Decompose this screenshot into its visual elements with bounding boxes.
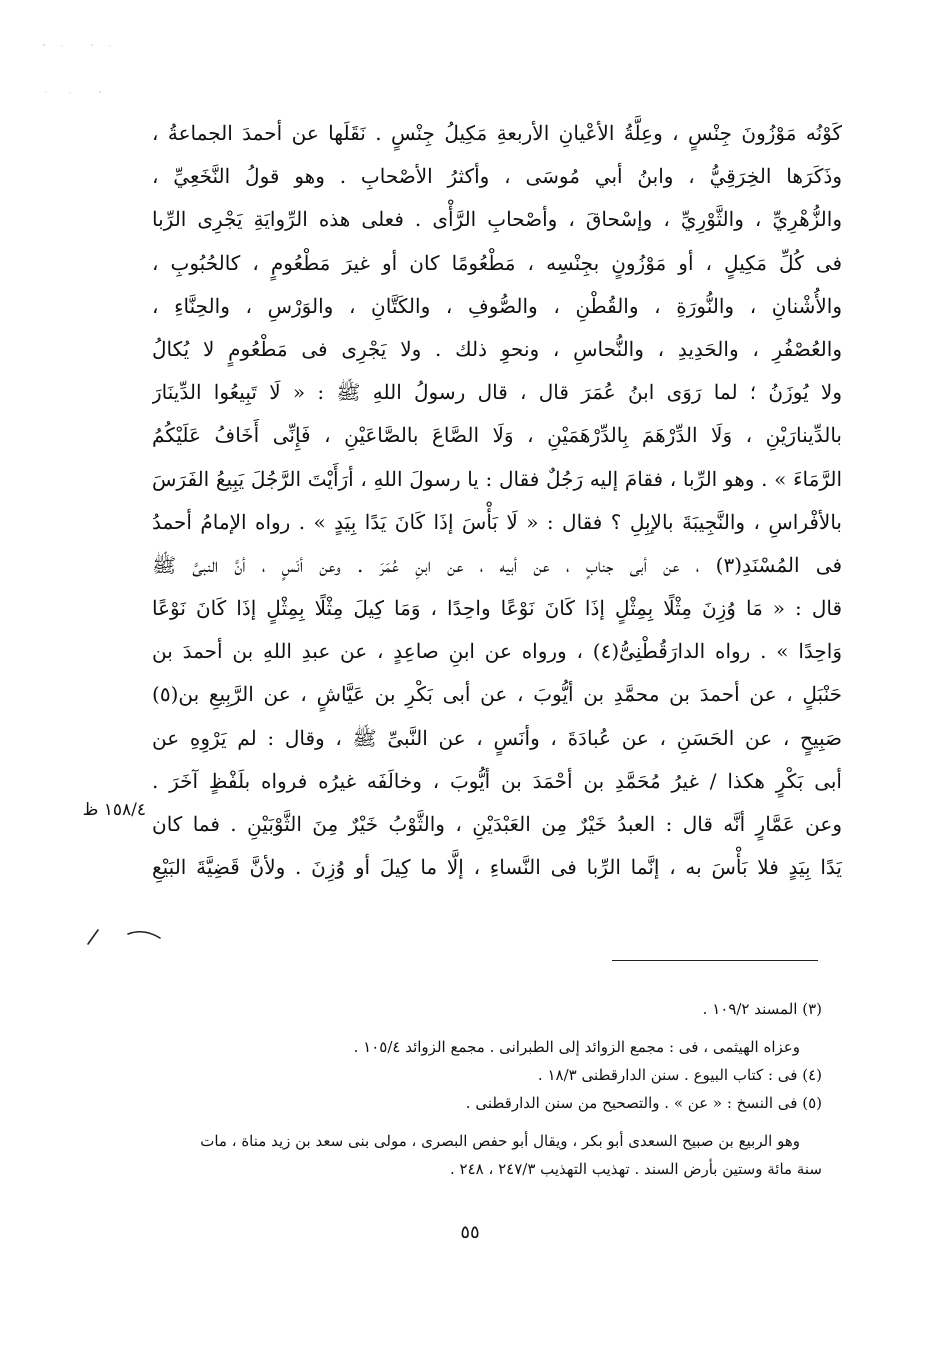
text-line: بالدِّينارَيْنِ ، وَلَا الدِّرْهَمَ بِالدِّرْهَمَيْنِ ، وَلَا الصَّاعَ بالصَّاعَيْنِ ، فَإِنِّى أَخَافُ عَلَيْكُمُ — [152, 423, 842, 448]
text-line: فى المُسْنَدِ(٣) ، عن أبى جنابٍ ، عن أبيه ، عن ابنِ عُمَرَ . وعن أنَسٍ ، أنَّ النبىَّ ﷺ — [152, 552, 842, 577]
text-line: أبى بَكْرٍ هكذا / غيرُ مُحَمَّدِ بن أحْمَدَ بن أيُّوبَ ، وخالَفَه غيرُه فرواه بلَفْظٍ آخَرَ . — [152, 768, 842, 793]
text-line: والأُشْنانِ ، والنُّورَةِ ، والقُطْنِ ، والصُّوفِ ، والكَتَّانِ ، والوَرْسِ ، والحِنَّاءِ ، — [152, 293, 842, 318]
text-line: كَوْنُه مَوْزُونَ جِنْسٍ ، وعِلَّةُ الأعْيانِ الأربعةِ مَكِيلُ جِنْسٍ . نَقَلَها عن أحمدَ الجماعةُ ، — [152, 121, 842, 145]
text-line: يَدًا بِيَدٍ فلا بَأْسَ به ، إنَّما الرِّبا فى النَّساءِ ، إلَّا ما كِيلَ أو وُزِنَ . ولأنَّ قَضِيَّةَ البَيْعِ — [152, 855, 842, 880]
footnote-4: (٤) فى : كتاب البيوع . سنن الدارقطنى ١٨/٣ . — [537, 1066, 822, 1084]
footnote-3: (٣) المسند ١٠٩/٢ . — [702, 1000, 822, 1018]
footnote-5: (٥) فى النسخ : « عن » . والتصحيح من سنن الدارقطنى . — [465, 1094, 822, 1112]
footnote-3-continuation: وعزاه الهيثمى ، فى : مجمع الزوائد إلى الطبرانى . مجمع الزوائد ١٠٥/٤ . — [353, 1038, 800, 1056]
text-line: ولا يُوزَنُ ؛ لما رَوَى ابنُ عُمَرَ قال ، قال رسولُ اللهِ ﷺ : « لَا تَبِيعُوا الدِّينَارَ — [152, 380, 842, 405]
scan-specks — [40, 40, 150, 100]
text-line: وَاحِدًا » . رواه الدارَقُطْنِىُّ(٤) ، ورواه عن ابنِ صاعِدٍ ، عن عبدِ اللهِ بن أحمدَ بن — [152, 639, 842, 664]
footnote-separator-rule — [612, 960, 818, 961]
text-line: والزُّهْرِيِّ ، والثَّوْرِيِّ ، وإسْحاقَ ، وأصْحابِ الرَّأْى . فعلى هذه الرِّوايَةِ يَجْرِى الرِّبا — [152, 207, 842, 232]
text-line: قال : « مَا وُزِنَ مِثْلًا بِمِثْلٍ إذَا كَانَ نَوْعًا واحِدًا ، وَمَا كِيلَ مِثْلًا بِمِثْلٍ إذَا كَانَ نَوْعًا — [152, 596, 842, 621]
text-line: بالأفْراسِ ، والنَّجِيبَةَ بالإبِلِ ؟ فقال : « لَا بَأْسَ إذَا كَانَ يَدًا بِيَدٍ » . رواه الإمامُ أحمدُ — [152, 509, 842, 534]
text-line: صَبِيحٍ ، عن الحَسَنِ ، عن عُبادَةَ ، وأنَسٍ ، عن النَّبىِّ ﷺ ، وقال : لم يَرْوِهِ عن — [152, 725, 842, 750]
footnote-5-continuation: وهو الربيع بن صبيح السعدى أبو بكر ، ويقال أبو حفص البصرى ، مولى بنى سعد بن زيد مناة ، مات — [200, 1132, 800, 1150]
main-text-block — [152, 112, 842, 889]
pen-scribble-mark — [84, 918, 164, 948]
footnotes-section — [150, 995, 822, 1183]
text-line: وذَكَرَها الخِرَقِيُّ ، وابنُ أبي مُوسَى ، وأكثرُ الأصْحابِ . وهو قولُ النَّخَعِيِّ ، — [152, 164, 842, 189]
text-line: الرَّمَاءَ » . وهو الرِّبا ، فقامَ إليه رَجُلٌ فقال : يا رسولَ اللهِ ، أرَأَيْتَ الرَّجُلَ يَبِيعُ الفَرَسَ — [152, 466, 842, 491]
page-number: ٥٥ — [460, 1222, 480, 1243]
text-line: والعُصْفُرِ ، والحَدِيدِ ، والنُّحاسِ ، ونحوِ ذلك . ولا يَجْرِى فى مَطْعُومٍ لا يُكالُ — [152, 336, 842, 361]
footnote-5-continuation-line-2: سنة مائة وستين بأرض السند . تهذيب التهذيب ٢٤٧/٣ ، ٢٤٨ . — [449, 1160, 822, 1178]
text-line: فى كُلِّ مَكِيلٍ ، أو مَوْزُونٍ بجِنْسِه ، مَطْعُومًا كان أو غيرَ مَطْعُومٍ ، كالحُبُوبِ ، — [152, 250, 842, 275]
margin-manuscript-reference: ١٥٨/٤ ظ — [82, 800, 146, 820]
text-line: وعن عَمَّارٍ أنَّه قال : العبدُ خَيْرٌ مِن العَبْدَيْنِ ، والثَّوْبُ خَيْرٌ مِنَ الثَّوْبَيْنِ . فما كان — [152, 812, 842, 836]
text-line: حَنْبَلٍ ، عن أحمدَ بن محمَّدِ بن أيُّوبَ ، عن أبى بَكْرِ بن عَيَّاشٍ ، عن الرَّبِيعِ بن(٥) — [152, 682, 842, 707]
